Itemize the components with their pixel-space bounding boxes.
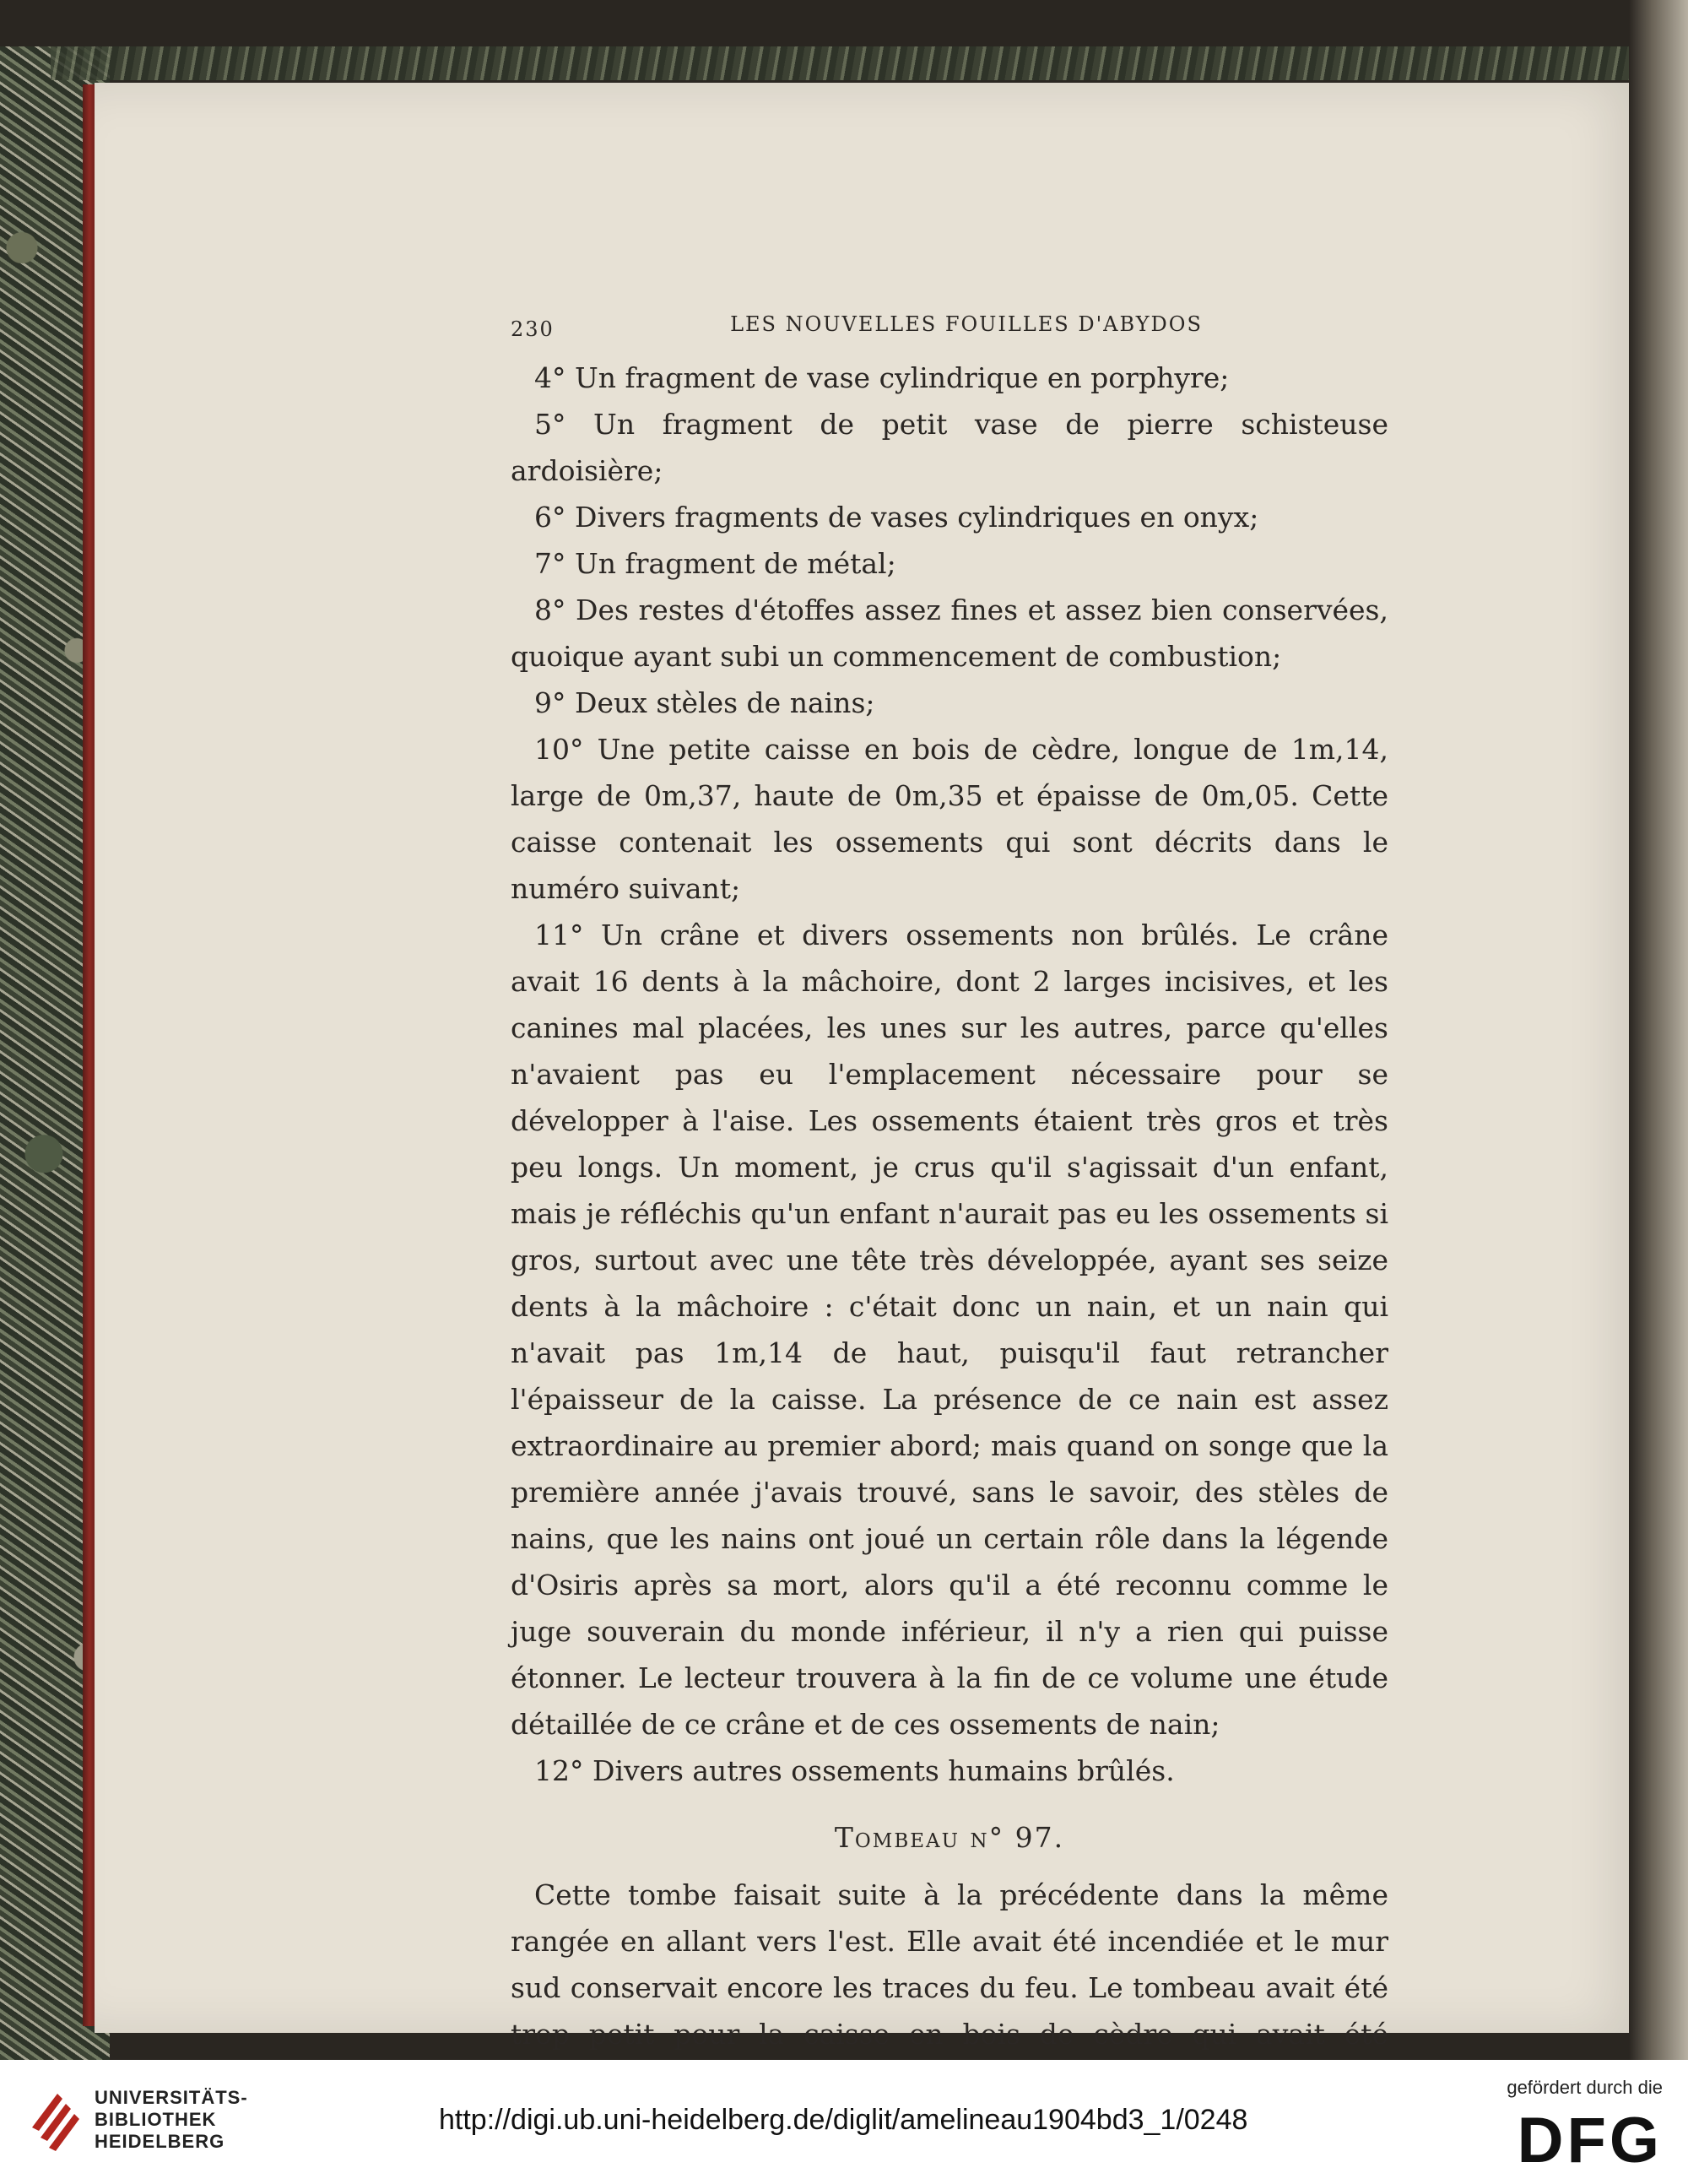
- list-item: 11° Un crâne et divers ossements non brûlés. Le crâne avait 16 dents à la mâchoire, dont 2 larges incisives, et les canines mal placées, les unes sur les autres, parce qu'elles n'avaient pas eu l'emplacement nécessaire pour se développer à l'aise. Les ossements étaient très gros et très peu longs. Un moment, je crus qu'il s'agissait d'un enfant, mais je réfléchis qu'un enfant n'aurait pas eu les ossements si gros, surtout avec une tête très développée, ayant ses seize dents à la mâchoire : c'était donc un nain, et un nain qui n'avait pas 1m,14 de haut, puisqu'il faut retrancher l'épaisseur de la caisse. La présence de ce nain est assez extraordinaire au premier abord; mais quand on songe que la première année j'avais trouvé, sans le savoir, des stèles de nains, que les nains ont joué un certain rôle dans la légende d'Osiris après sa mort, alors qu'il a été reconnu comme le juge souverain du monde inférieur, il n'y a rien qui puisse étonner. Le lecteur trouvera à la fin de ce volume une étude détaillée de ce crâne et de ces ossements de nain;: [511, 919, 1388, 1741]
- running-title: LES NOUVELLES FOUILLES D'ABYDOS: [730, 312, 1203, 336]
- list-item: 7° Un fragment de métal;: [534, 547, 896, 580]
- section-paragraph: Cette tombe faisait suite à la précédente dans la même rangée en allant vers l'est. Elle avait été incendiée et le mur sud conservait encore les traces du feu. Le tombeau avait été trop petit pour la caisse en bois de cèdre qui avait été: [511, 1878, 1388, 2051]
- permalink-url[interactable]: http://digi.ub.uni-heidelberg.de/diglit/amelineau1904bd3_1/0248: [439, 2104, 1248, 2136]
- marbled-top-edge: [51, 46, 1654, 80]
- funded-by-label: gefördert durch die: [1507, 2077, 1663, 2098]
- institution-name: [95, 2087, 248, 2153]
- university-library-logo-icon[interactable]: [25, 2085, 84, 2153]
- page-number: 230: [511, 317, 555, 341]
- list-item: 8° Des restes d'étoffes assez fines et assez bien conservées, quoique ayant subi un commencement de combustion;: [511, 593, 1388, 673]
- text-block: [511, 311, 1388, 2060]
- institution-line: HEIDELBERG: [95, 2131, 225, 2152]
- list-item: 5° Un fragment de petit vase de pierre schisteuse ardoisière;: [511, 408, 1388, 487]
- section-heading: Tombeau n° 97.: [834, 1821, 1065, 1854]
- list-item: 6° Divers fragments de vases cylindriques en onyx;: [534, 501, 1259, 534]
- institution-line: BIBLIOTHEK: [95, 2109, 217, 2130]
- running-head: [511, 311, 1388, 348]
- list-item: 4° Un fragment de vase cylindrique en porphyre;: [534, 361, 1230, 394]
- list-item: 10° Une petite caisse en bois de cèdre, longue de 1m,14, large de 0m,37, haute de 0m,35 et épaisse de 0m,05. Cette caisse contenait les ossements qui sont décrits dans le numéro suivant;: [511, 733, 1388, 905]
- list-item: 9° Deux stèles de nains;: [534, 686, 875, 719]
- list-item: 12° Divers autres ossements humains brûlés.: [534, 1754, 1175, 1787]
- next-page-curl: [1629, 0, 1688, 2060]
- institution-line: UNIVERSITÄTS-: [95, 2087, 248, 2108]
- footer-bar: [0, 2060, 1688, 2184]
- dfg-logo[interactable]: DFG: [1517, 2105, 1663, 2176]
